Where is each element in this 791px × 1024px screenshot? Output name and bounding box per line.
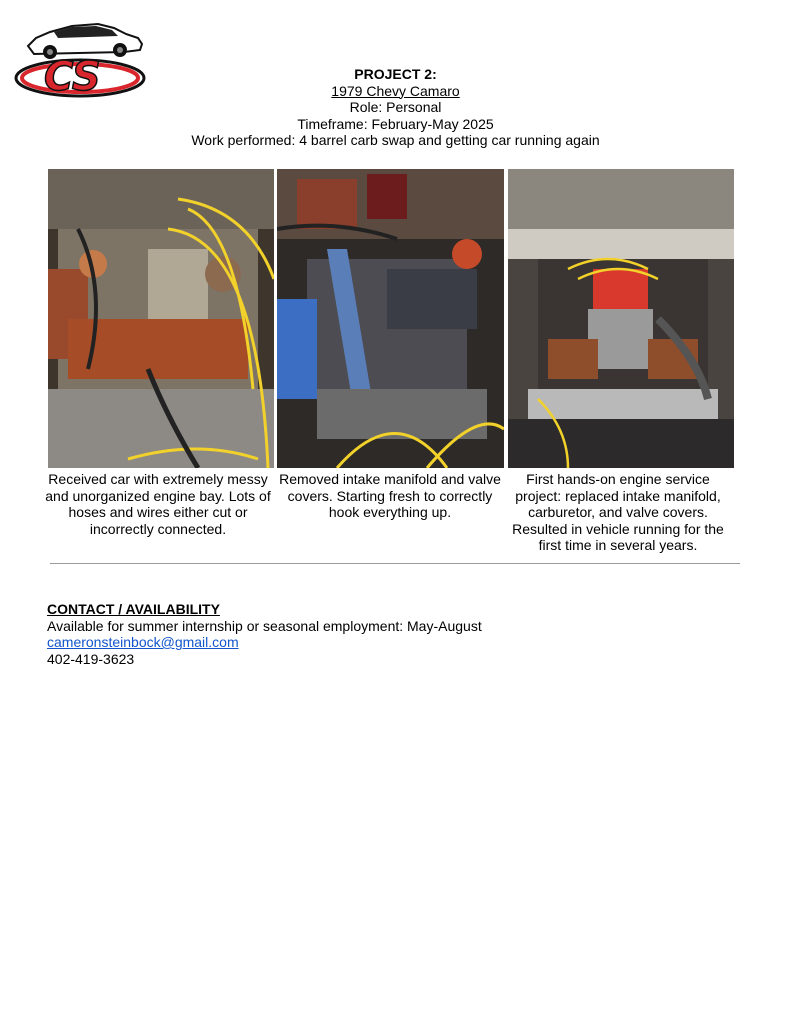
phone-number: 402-419-3623 xyxy=(47,650,135,667)
manifold-removed-photo xyxy=(277,169,504,468)
project-role: Role: Personal xyxy=(349,99,442,115)
photo-caption-running: First hands-on engine service project: replaced intake manifold, carburetor, and valve covers. Resulted in vehicle running for the first time in several years. xyxy=(512,471,724,553)
engine-running-photo xyxy=(508,169,734,468)
vehicle-name: 1979 Chevy Camaro xyxy=(331,82,460,99)
project-title: PROJECT 2: xyxy=(354,66,437,82)
work-performed: Work performed: 4 barrel carb swap and getting car running again xyxy=(191,132,600,148)
contact-section xyxy=(47,601,482,667)
project-timeframe: Timeframe: February-May 2025 xyxy=(297,115,494,132)
svg-text:CS: CS xyxy=(44,54,101,100)
section-divider xyxy=(50,563,740,564)
availability-text: Available for summer internship or seasonal employment: May-August xyxy=(47,617,482,634)
contact-heading: CONTACT / AVAILABILITY xyxy=(47,601,220,617)
photo-caption-before: Received car with extremely messy and unorganized engine bay. Lots of hoses and wires either cut or incorrectly connected. xyxy=(45,471,271,537)
email-link[interactable]: cameronsteinbock@gmail.com xyxy=(47,634,239,650)
photo-caption-removed: Removed intake manifold and valve covers. Starting fresh to correctly hook everything up. xyxy=(279,471,501,520)
project-header xyxy=(0,66,791,149)
engine-bay-before-photo xyxy=(48,169,274,468)
